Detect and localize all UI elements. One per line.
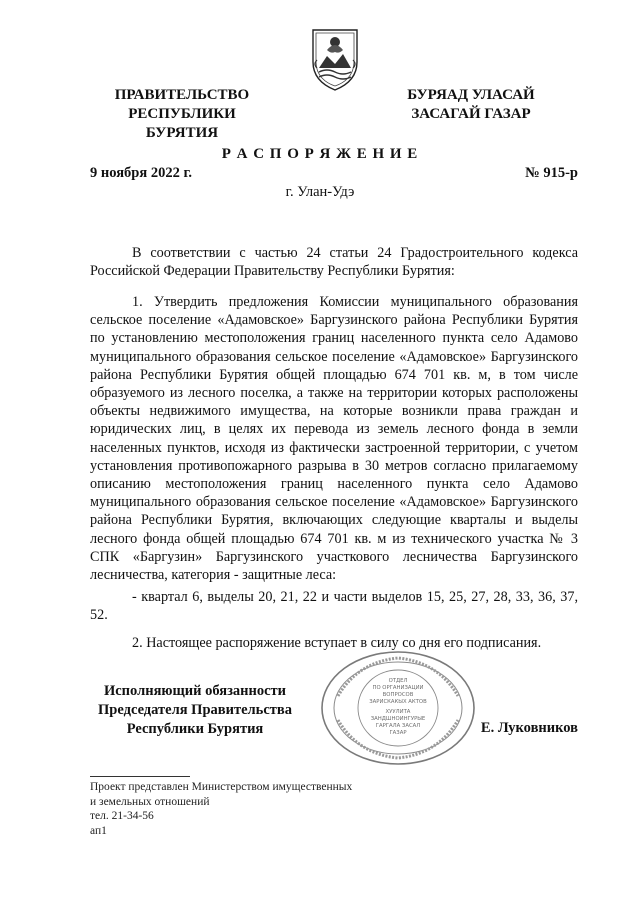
coat-of-arms-emblem [305, 24, 365, 94]
stamp-inner-line8: ГАЗАР [389, 730, 407, 736]
footer-divider [90, 776, 190, 777]
stamp-inner-line2: ПО ОРГАНИЗАЦИИ [372, 685, 424, 691]
footer-line1: Проект представлен Министерством имущественных [90, 781, 353, 793]
signatory-name: Е. Луковников [480, 720, 578, 736]
signatory-title-line2: Председателя Правительства [98, 702, 292, 718]
footer-line2: и земельных отношений [90, 795, 210, 808]
item-1-subparagraph: - квартал 6, выделы 20, 21, 22 и части выделов 15, 25, 27, 28, 33, 36, 37, 52. [90, 589, 578, 624]
footer-phone: тел. 21-34-56 [90, 810, 154, 822]
signatory-title-line1: Исполняющий обязанности [103, 683, 287, 699]
item-2-paragraph: 2. Настоящее распоряжение вступает в силу со дня его подписания. [132, 635, 542, 651]
header-right [392, 86, 550, 124]
document-date: 9 ноября 2022 г. [90, 165, 193, 181]
document-title: Р А С П О Р Я Ж Е Н И Е [221, 146, 419, 162]
stamp-inner-line4: ЗАРИСКАКЫХ АКТОВ [369, 699, 427, 705]
stamp-inner-line7: ГАРГАЛА ЗАСАЛ [375, 723, 421, 729]
stamp-inner-line6: ЗАНДШНОИНГУРЫЕ [370, 716, 426, 722]
header-right-line2: ЗАСАГАЙ ГАЗАР [411, 106, 531, 122]
footer-note [90, 780, 430, 838]
official-seal-stamp [318, 648, 478, 768]
intro-paragraph: В соответствии с частью 24 статьи 24 Градостроительного кодекса Российской Федерации Правительству Республики Бурятия: [90, 245, 578, 280]
header-left [92, 86, 272, 143]
signatory-title [90, 682, 300, 739]
stamp-inner-line3: ВОПРОСОВ [382, 692, 414, 698]
header-left-line1: ПРАВИТЕЛЬСТВО [114, 87, 250, 103]
stamp-inner-line1: ОТДЕЛ [388, 678, 408, 684]
document-city: г. Улан-Удэ [285, 184, 355, 200]
document-number: № 915-р [525, 165, 578, 181]
item-1-paragraph: 1. Утвердить предложения Комиссии муниципального образования сельское поселение «Адамовское» Баргузинского района Республики Бурятия по установлению местоположения границ населенного пункта село Адамово муниципального образования сельское поселение «Адамовское» Баргузинского района Республики Бурятия общей площадью 674 701 кв. м, в том числе образуемого из лесного поселка, а также на территории которых расположены объекты недвижимого имущества, на которые возникли права граждан и юридических лиц, в целях их перевода из земель лесного фонда в земли населенных пунктов, исходя из фактически застроенной территории, с учетом установления противопожарного разрыва в 30 метров согласно прилагаемому описанию местоположения границ населенного пункта село Адамово муниципального образования сельское поселение «Адамовское» Баргузинского района Республики Бурятия, включающих следующие кварталы и выделы лесного фонда общей площадью 674 701 кв. м из технического участка № 3 СПК «Баргузин» Баргузинского участкового лесничества Баргузинского лесничества, категория - защитные леса: [90, 294, 578, 584]
footer-code: ап1 [90, 824, 107, 837]
stamp-inner-line5: ХУУЛИТА [385, 709, 411, 715]
header-left-line2: РЕСПУБЛИКИ БУРЯТИЯ [128, 106, 236, 141]
header-right-line1: БУРЯАД УЛАСАЙ [407, 87, 535, 103]
signatory-title-line3: Республики Бурятия [126, 721, 264, 737]
